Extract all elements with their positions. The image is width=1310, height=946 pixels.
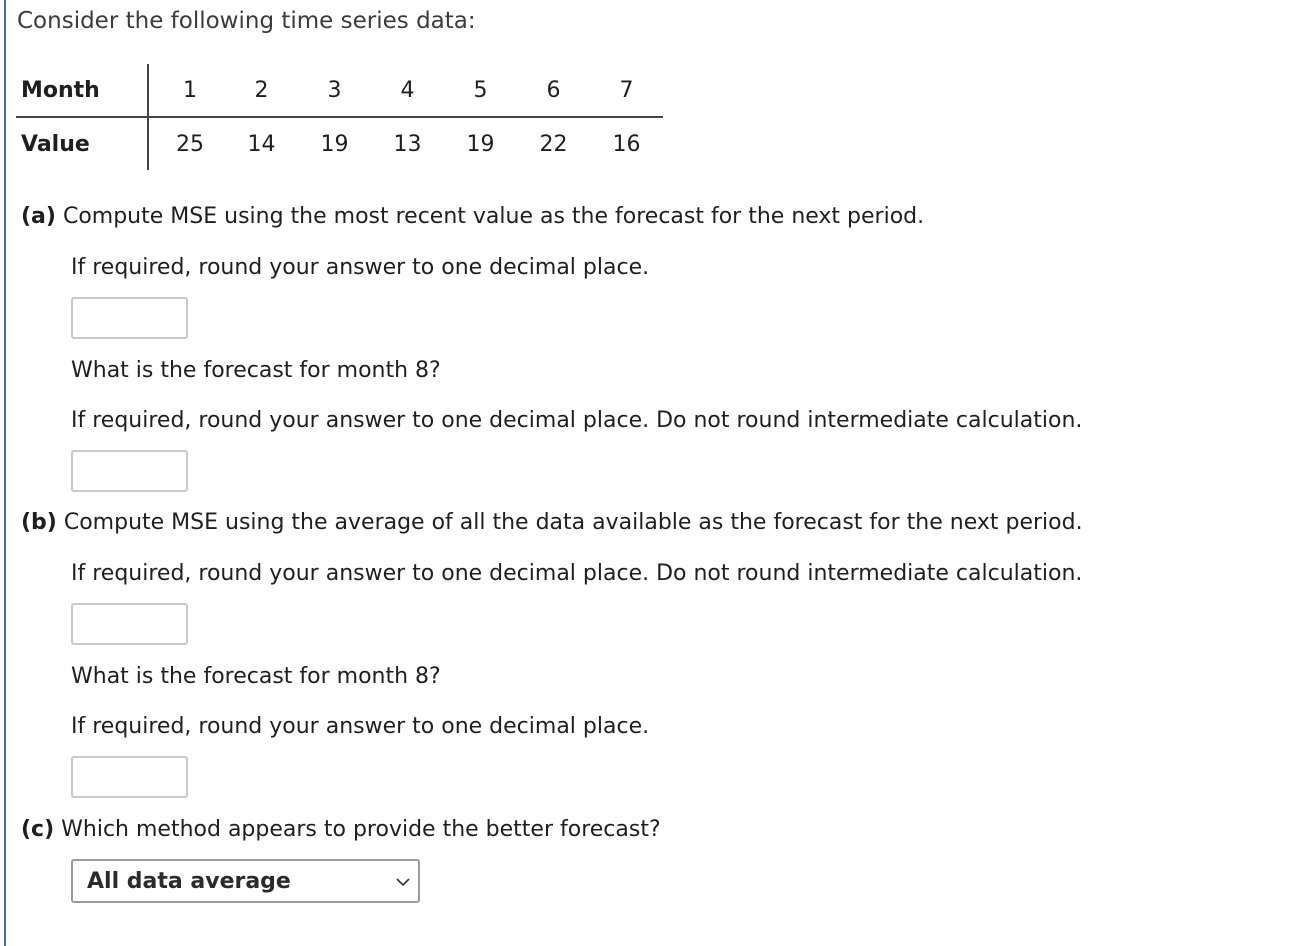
part-b-question-text: Compute MSE using the average of all the data available as the forecast for the next period. [63, 510, 1083, 535]
value-cell: 16 [612, 131, 641, 157]
part-c-question-text: Which method appears to provide the better forecast? [61, 817, 661, 842]
value-cell: 19 [320, 131, 349, 157]
part-a-forecast-input[interactable] [71, 450, 188, 492]
month-cell: 2 [225, 64, 298, 117]
left-border [4, 0, 6, 946]
month-cell: 3 [298, 64, 371, 117]
chevron-down-icon [396, 875, 410, 889]
month-cell: 6 [517, 64, 590, 117]
part-a-forecast-round-note: If required, round your answer to one decimal place. Do not round intermediate calculation. [71, 408, 1083, 433]
intro-text: Consider the following time series data: [17, 8, 476, 34]
part-b-forecast-question: What is the forecast for month 8? [71, 664, 441, 689]
month-row [16, 64, 663, 117]
better-forecast-select[interactable] [71, 859, 420, 903]
part-a-mse-input[interactable] [71, 297, 188, 339]
value-cell: 22 [539, 131, 568, 157]
part-c-label: (c) [21, 817, 55, 842]
part-b-label: (b) [21, 510, 57, 535]
part-a-label: (a) [21, 204, 56, 229]
part-a-question-text: Compute MSE using the most recent value as the forecast for the next period. [62, 204, 925, 229]
part-a-question [21, 204, 924, 229]
value-cell: 14 [247, 131, 276, 157]
row-header-value: Value [16, 117, 148, 170]
value-cell: 19 [466, 131, 495, 157]
part-b-round-note: If required, round your answer to one decimal place. Do not round intermediate calculation. [71, 561, 1083, 586]
month-cell: 7 [590, 64, 663, 117]
month-cell: 4 [371, 64, 444, 117]
value-row [16, 117, 663, 170]
part-a-round-note: If required, round your answer to one decimal place. [71, 255, 650, 280]
value-cell: 13 [393, 131, 422, 157]
part-b-forecast-round-note: If required, round your answer to one decimal place. [71, 714, 650, 739]
month-cell: 1 [148, 64, 225, 117]
value-cell: 25 [176, 131, 204, 157]
part-b-question [21, 510, 1083, 535]
row-header-month: Month [16, 64, 148, 117]
better-forecast-selected: All data average [87, 869, 291, 894]
part-b-mse-input[interactable] [71, 603, 188, 645]
time-series-table [16, 64, 663, 170]
part-b-forecast-input[interactable] [71, 756, 188, 798]
part-c-question [21, 817, 661, 842]
month-cell: 5 [444, 64, 517, 117]
part-a-forecast-question: What is the forecast for month 8? [71, 358, 441, 383]
